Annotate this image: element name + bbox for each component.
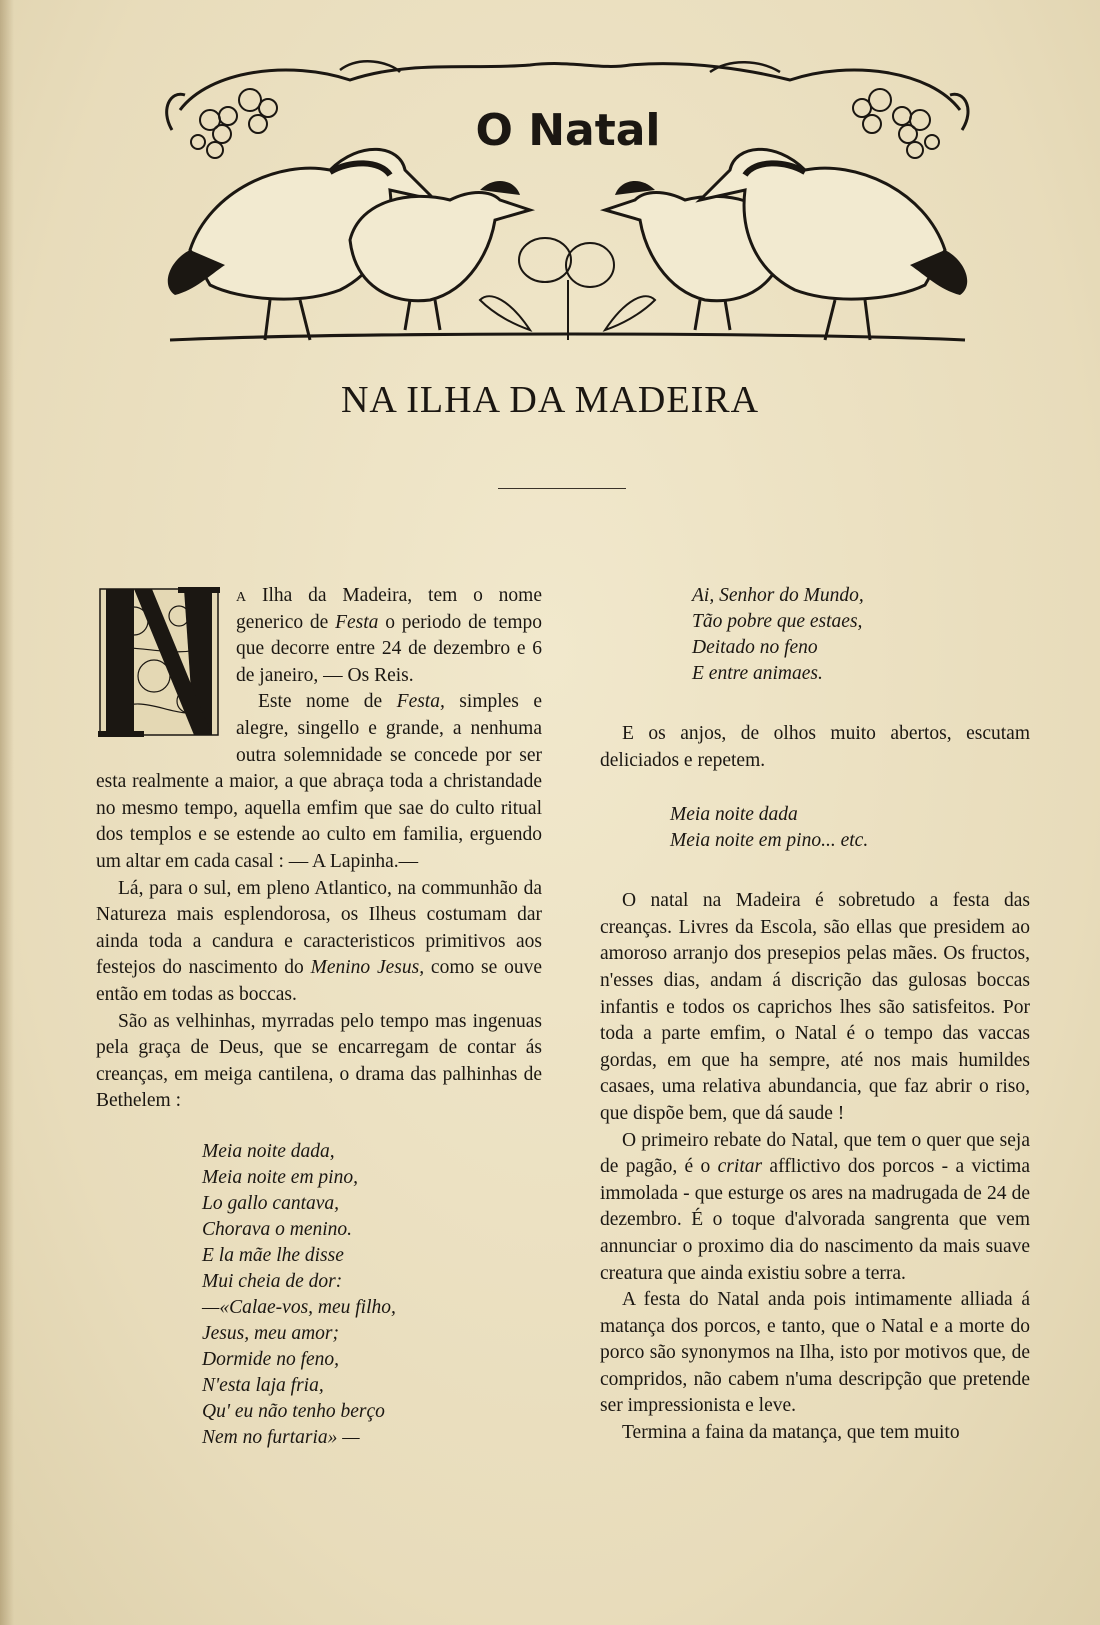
verse-block-right [692,583,1030,687]
verse-line: Meia noite em pino... etc. [670,830,869,852]
page-title: O Natal [475,105,661,156]
header-ornament [150,50,985,350]
verse-line: Chorava o menino. [202,1218,353,1240]
paragraph-2a: Este nome de [258,691,397,713]
paragraph-2b: simples e alegre, singello e grande, a nenhuma outra solemnidade se concede por ser esta realmente a maior, a que abraça toda a christandade no mesmo tempo, aquella emfim que sae do culto ritual dos templos e se estende ao culto em familia, erguendo um altar em cada casal : — A Lapinha.— [96,691,542,872]
paragraph-termina: Termina a faina da matança, que tem muito [622,1422,960,1444]
verse-line: Nem no furtaria» — [202,1426,360,1448]
verse-line: N'esta laja fria, [202,1374,324,1396]
verse-line: Meia noite em pino, [202,1166,358,1188]
verse-line: —«Calae-vos, meu filho, [202,1296,396,1318]
intro-em: Festa [335,611,379,633]
center-plant-icon [480,238,655,340]
verse-line: Qu' eu não tenho berço [202,1400,385,1422]
paragraph-4: São as velhinhas, myrradas pelo tempo mas ingenuas pela graça de Deus, que se encarregam de contar ás creanças, em meiga cantilena, o drama das palhinhas de Bethelem : [96,1010,542,1112]
verse-block-left [202,1139,542,1451]
left-column [96,583,542,1451]
verse-line: Lo gallo cantava, [202,1192,340,1214]
verse-line: Meia noite dada, [202,1140,335,1162]
paragraph-rebate-a: O primeiro rebate do Natal, que tem o quer que seja de pagão, é o [600,1129,1030,1178]
paragraph-children: O natal na Madeira é sobretudo a festa das creanças. Livres da Escola, são ellas que presidem ao amoroso arranjo dos presepios pelas mães. Os fructos, n'esses dias, andam á discrição das gulosas boccas infantis e todos os caprichos lhes são satisfeitos. Por toda a parte emfim, o Natal é o tempo das vaccas gordas, em que ha sempre, até nos mais humildes casaes, uma relativa abundancia, que faz abrir o riso, que dispõe bem, que dá saude ! [600,890,1030,1124]
paragraph-3a: Lá, para o sul, em pleno Atlantico, na communhão da Natureza mais esplendorosa, os Ilheus costumam dar ainda toda a candura e caracteristicos primitivos aos festejos do nascimento do [96,877,542,979]
verse-line: E entre animaes. [692,663,823,684]
article-subtitle: NA ILHA DA MADEIRA [340,379,760,421]
paragraph-3b: como se ouve então em todas as boccas. [96,957,543,1005]
paragraph-3-em: Menino Jesus, [310,957,425,979]
verse-line: Tão pobre que estaes, [692,611,863,632]
intro-first-letters: a [236,585,247,606]
verse-line: Deitado no feno [692,637,818,658]
intro-text: Ilha da Madeira, tem o nome generico de [236,585,542,633]
title-rule [498,488,626,489]
paragraph-matanca: A festa do Natal anda pois intimamente alliada á matança dos porcos, e tanto, que o Natal e a morte do porco são synonymos na Ilha, isto por motivos que, de compridos, não cabem n'uma descripção que pretende ser impressionista e leve. [600,1289,1030,1417]
verse-line: E la mãe lhe disse [202,1244,344,1266]
paragraph-rebate-em: critar [717,1156,763,1178]
verse-line: Dormide no feno, [202,1348,340,1370]
verse-line: Ai, Senhor do Mundo, [692,585,864,606]
dropcap-letter-n-icon [94,581,224,743]
intro-tail: o periodo de tempo que decorre entre 24 de dezembro e 6 de janeiro, — Os Reis. [236,611,542,686]
paragraph-angels: E os anjos, de olhos muito abertos, escutam deliciados e repetem. [600,723,1030,771]
verse-block-refrain [670,802,1030,854]
paragraph-rebate-b: afflictivo dos porcos - a victima immolada - que esturge os ares na madrugada de 24 de dezembro. É o toque d'alvorada sangrenta que vem annunciar o proximo dia do nascimento da mais suave creatura que ainda existiu sobre a terra. [600,1156,1030,1284]
verse-line: Jesus, meu amor; [202,1322,340,1344]
paragraph-2-em: Festa, [396,691,445,713]
verse-line: Meia noite dada [670,804,798,826]
right-column [600,583,1030,1447]
verse-line: Mui cheia de dor: [202,1270,343,1292]
